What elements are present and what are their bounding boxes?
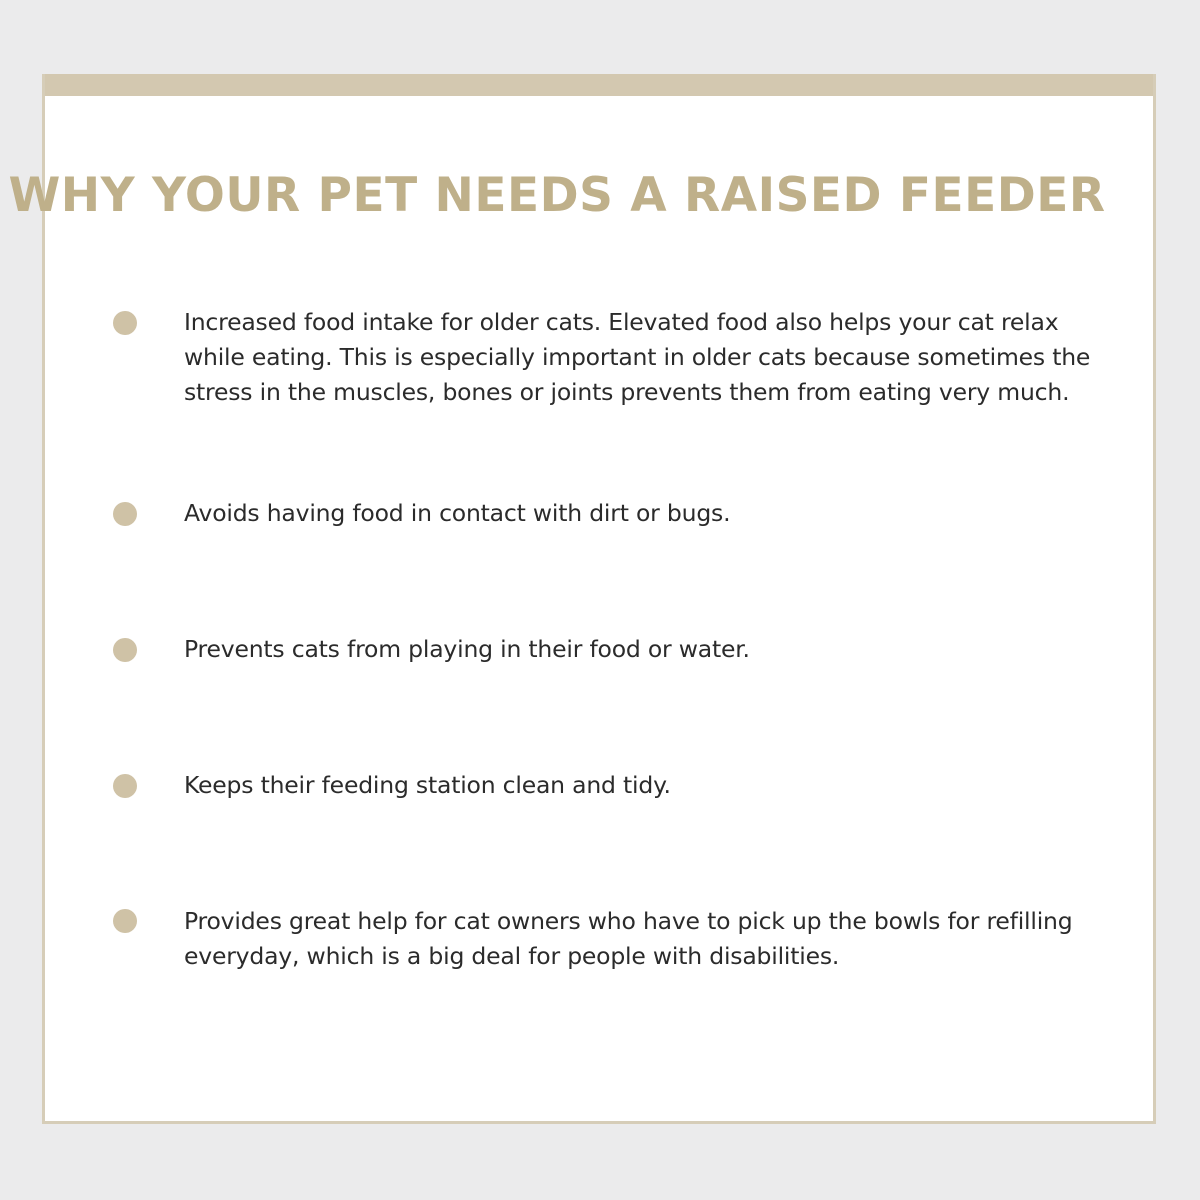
bullet-icon <box>113 502 137 526</box>
list-item-text: Keeps their feeding station clean and tidy. <box>184 771 671 799</box>
page-title: WHY YOUR PET NEEDS A RAISED FEEDER <box>8 168 1106 223</box>
list-item-text: Prevents cats from playing in their food or water. <box>184 635 750 663</box>
top-accent-bar <box>45 74 1153 96</box>
list-item-text: Increased food intake for older cats. Elevated food also helps your cat relax while eating. This is especially important in older cats because sometimes the stress in the muscles, bones or joints prevents them from eating very much. <box>184 308 1091 406</box>
bullet-icon <box>113 638 137 662</box>
bullet-icon <box>113 311 137 335</box>
bullet-icon <box>113 774 137 798</box>
list-item-text: Avoids having food in contact with dirt or bugs. <box>184 499 731 527</box>
list-item-text: Provides great help for cat owners who have to pick up the bowls for refilling everyday, which is a big deal for people with disabilities. <box>184 907 1073 970</box>
bullet-icon <box>113 909 137 933</box>
